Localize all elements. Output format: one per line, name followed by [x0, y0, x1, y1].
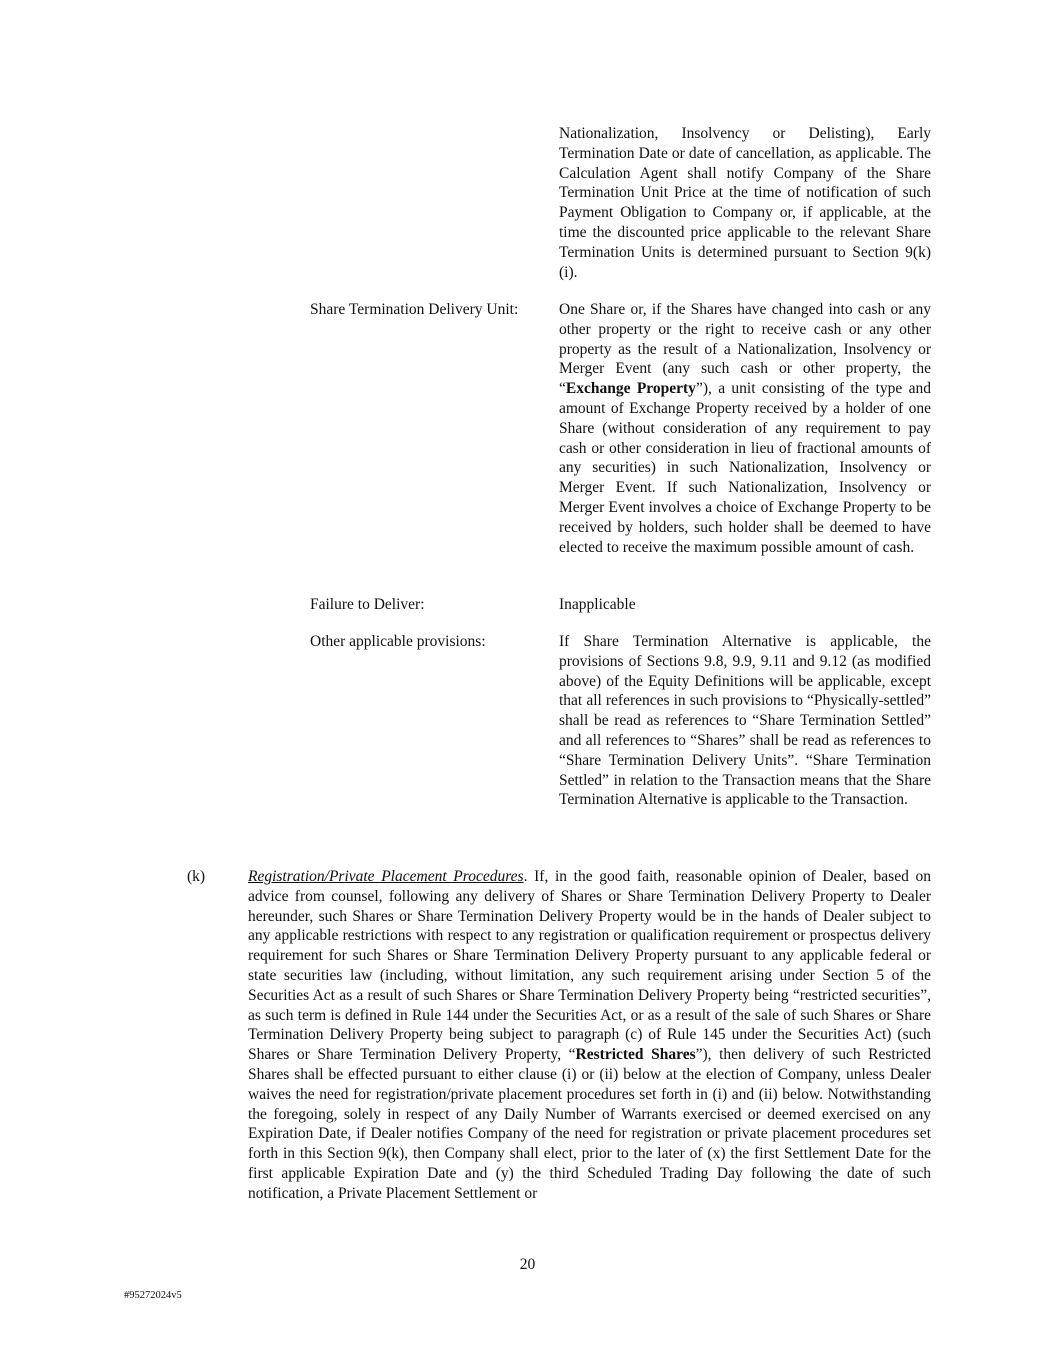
- page-number: 20: [519, 1256, 536, 1273]
- continuation-text: Nationalization, Insolvency or Delisting), Early Termination Date or date of cancellation, as applicable. The Calculation Agent shall notify Company of the Share Termination Unit Price at the time of notification of such Payment Obligation to Company or, if applicable, at the time the discounted price applicable to the relevant Share Termination Units is determined pursuant to Section 9(k)(i).: [559, 125, 931, 281]
- other-provisions-label: Other applicable provisions:: [310, 633, 486, 650]
- restricted-shares-term: Restricted Shares: [575, 1046, 696, 1064]
- section-k-number: (k): [187, 868, 206, 885]
- share-termination-delivery-unit-label: Share Termination Delivery Unit:: [310, 301, 519, 318]
- section-k-paragraph: [248, 867, 931, 1204]
- failure-to-deliver-label: Failure to Deliver:: [310, 596, 425, 613]
- other-provisions-text: If Share Termination Alternative is applicable, the provisions of Sections 9.8, 9.9, 9.11 and 9.12 (as modified above) of the Equity Definitions will be applicable, except that all references in such provisions to “Physically-settled” shall be read as references to “Share Termination Settled” and all references to “Shares” shall be read as references to “Share Termination Delivery Units”. “Share Termination Settled” in relation to the Transaction means that the Share Termination Alternative is applicable to the Transaction.: [559, 633, 931, 809]
- section-k-heading: Registration/Private Placement Procedures: [248, 868, 524, 885]
- definition-text-part: One Share or, if the Shares have changed into cash or any other property or the right to receive cash or any other property as the result of a Nationalization, Insolvency or Merger Event (any such cash or other property, the “: [559, 301, 931, 398]
- continuation-paragraph: [559, 124, 931, 282]
- failure-to-deliver-value: Inapplicable: [559, 596, 636, 613]
- exchange-property-term: Exchange Property: [565, 380, 696, 398]
- section-k-text-part: . If, in the good faith, reasonable opinion of Dealer, based on advice from counsel, following any delivery of Shares or Share Termination Delivery Property to Dealer hereunder, such Shares or Share Termination Delivery Property would be in the hands of Dealer subject to any applicable restrictions with respect to any registration or qualification requirement or prospectus delivery requirement for such Shares or Share Termination Delivery Property pursuant to any applicable federal or state securities law (including, without limitation, any such requirement arising under Section 5 of the Securities Act as a result of such Shares or Share Termination Delivery Property being “restricted securities”, as such term is defined in Rule 144 under the Securities Act, or as a result of the sale of such Shares or Share Termination Delivery Property being subject to paragraph (c) of Rule 145 under the Securities Act) (such Shares or Share Termination Delivery Property, “: [248, 868, 931, 1064]
- share-termination-delivery-unit-definition: [559, 300, 931, 557]
- section-k-text-part: ”), then delivery of such Restricted Shares shall be effected pursuant to either clause (i) or (ii) below at the election of Company, unless Dealer waives the need for registration/private placement procedures set forth in (i) and (ii) below. Notwithstanding the foregoing, solely in respect of any Daily Number of Warrants exercised or deemed exercised on any Expiration Date, if Dealer notifies Company of the need for registration or private placement procedures set forth in this Section 9(k), then Company shall elect, prior to the later of (x) the first Settlement Date for the first applicable Expiration Date and (y) the third Scheduled Trading Day following the date of such notification, a Private Placement Settlement or: [248, 1046, 931, 1202]
- document-id: #95272024v5: [124, 1290, 182, 1301]
- definition-text-part: ”), a unit consisting of the type and amount of Exchange Property received by a holder of one Share (without consideration of any requirement to pay cash or other consideration in lieu of fractional amounts of any securities) in such Nationalization, Insolvency or Merger Event. If such Nationalization, Insolvency or Merger Event involves a choice of Exchange Property to be received by holders, such holder shall be deemed to have elected to receive the maximum possible amount of cash.: [559, 380, 932, 556]
